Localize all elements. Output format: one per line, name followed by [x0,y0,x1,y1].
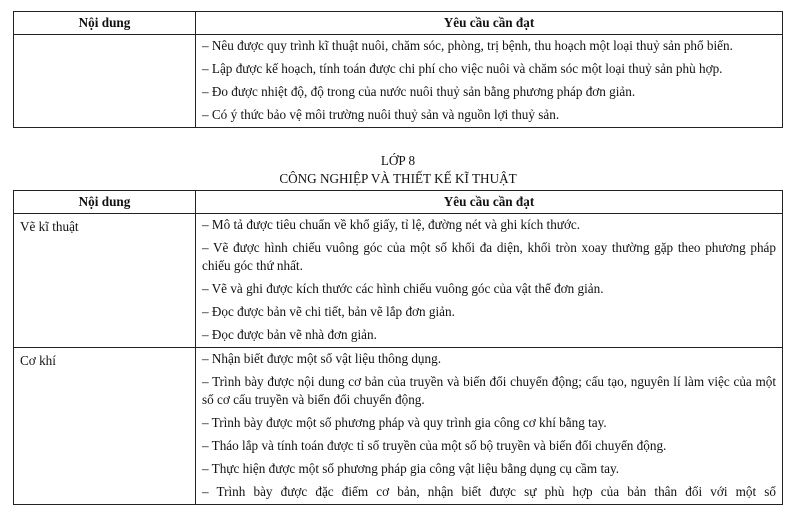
section-title: CÔNG NGHIỆP VÀ THIẾT KẾ KĨ THUẬT [279,171,517,186]
requirement-item: – Đọc được bản vẽ nhà đơn giản. [202,327,377,342]
table-row [14,214,783,348]
requirement-item: – Đo được nhiệt độ, độ trong của nước nuôi thuỷ sản bằng phương pháp đơn giản. [202,84,636,99]
table-header-row [14,12,783,35]
requirement-item: – Vẽ và ghi được kích thước các hình chiếu vuông góc của vật thể đơn giản. [202,281,604,296]
row-requirements [196,35,783,128]
row-content-label [14,35,196,128]
requirement-item: – Trình bày được đặc điểm cơ bản, nhận biết được sự phù hợp của bản thân đối với một số [202,484,776,499]
table-row [14,348,783,505]
row-requirements [196,214,783,348]
requirement-item: – Đọc được bản vẽ chi tiết, bản vẽ lắp đơn giản. [202,304,455,319]
requirement-item: – Tháo lắp và tính toán được tỉ số truyền của một số bộ truyền và biến đổi chuyển động. [202,438,667,453]
requirement-item: – Vẽ được hình chiếu vuông góc của một số khối đa diện, khối tròn xoay thường gặp theo phương pháp chiếu góc thứ nhất. [202,240,776,273]
requirement-item: – Mô tả được tiêu chuẩn về khổ giấy, tỉ lệ, đường nét và ghi kích thước. [202,217,581,232]
row-content-label: Vẽ kĩ thuật [14,214,196,348]
requirement-item: – Nhận biết được một số vật liệu thông dụng. [202,351,442,366]
requirement-item: – Trình bày được một số phương pháp và quy trình gia công cơ khí bằng tay. [202,415,607,430]
grade-heading: LỚP 8 [380,153,416,168]
header-content: Nội dung [14,12,196,35]
table-row [14,35,783,128]
header-requirements: Yêu cầu cần đạt [196,191,783,214]
curriculum-table-grade8 [13,190,783,505]
requirement-item: – Lập được kế hoạch, tính toán được chi phí cho việc nuôi và chăm sóc một loại thuỷ sản phù hợp. [202,61,723,76]
requirement-item: – Trình bày được nội dung cơ bản của truyền và biến đổi chuyển động; cấu tạo, nguyên lí làm việc của một số cơ cấu truyền và biến đổi chuyển động. [202,374,776,407]
requirement-item: – Có ý thức bảo vệ môi trường nuôi thuỷ sản và nguồn lợi thuỷ sản. [202,107,560,122]
header-content: Nội dung [14,191,196,214]
curriculum-table-aquaculture [13,11,783,128]
row-requirements [196,348,783,505]
row-content-label: Cơ khí [14,348,196,505]
table-header-row [14,191,783,214]
header-requirements: Yêu cầu cần đạt [196,12,783,35]
requirement-item: – Thực hiện được một số phương pháp gia công vật liệu bằng dụng cụ cầm tay. [202,461,620,476]
requirement-item: – Nêu được quy trình kĩ thuật nuôi, chăm sóc, phòng, trị bệnh, thu hoạch một loại thuỷ sản phổ biến. [202,38,733,53]
